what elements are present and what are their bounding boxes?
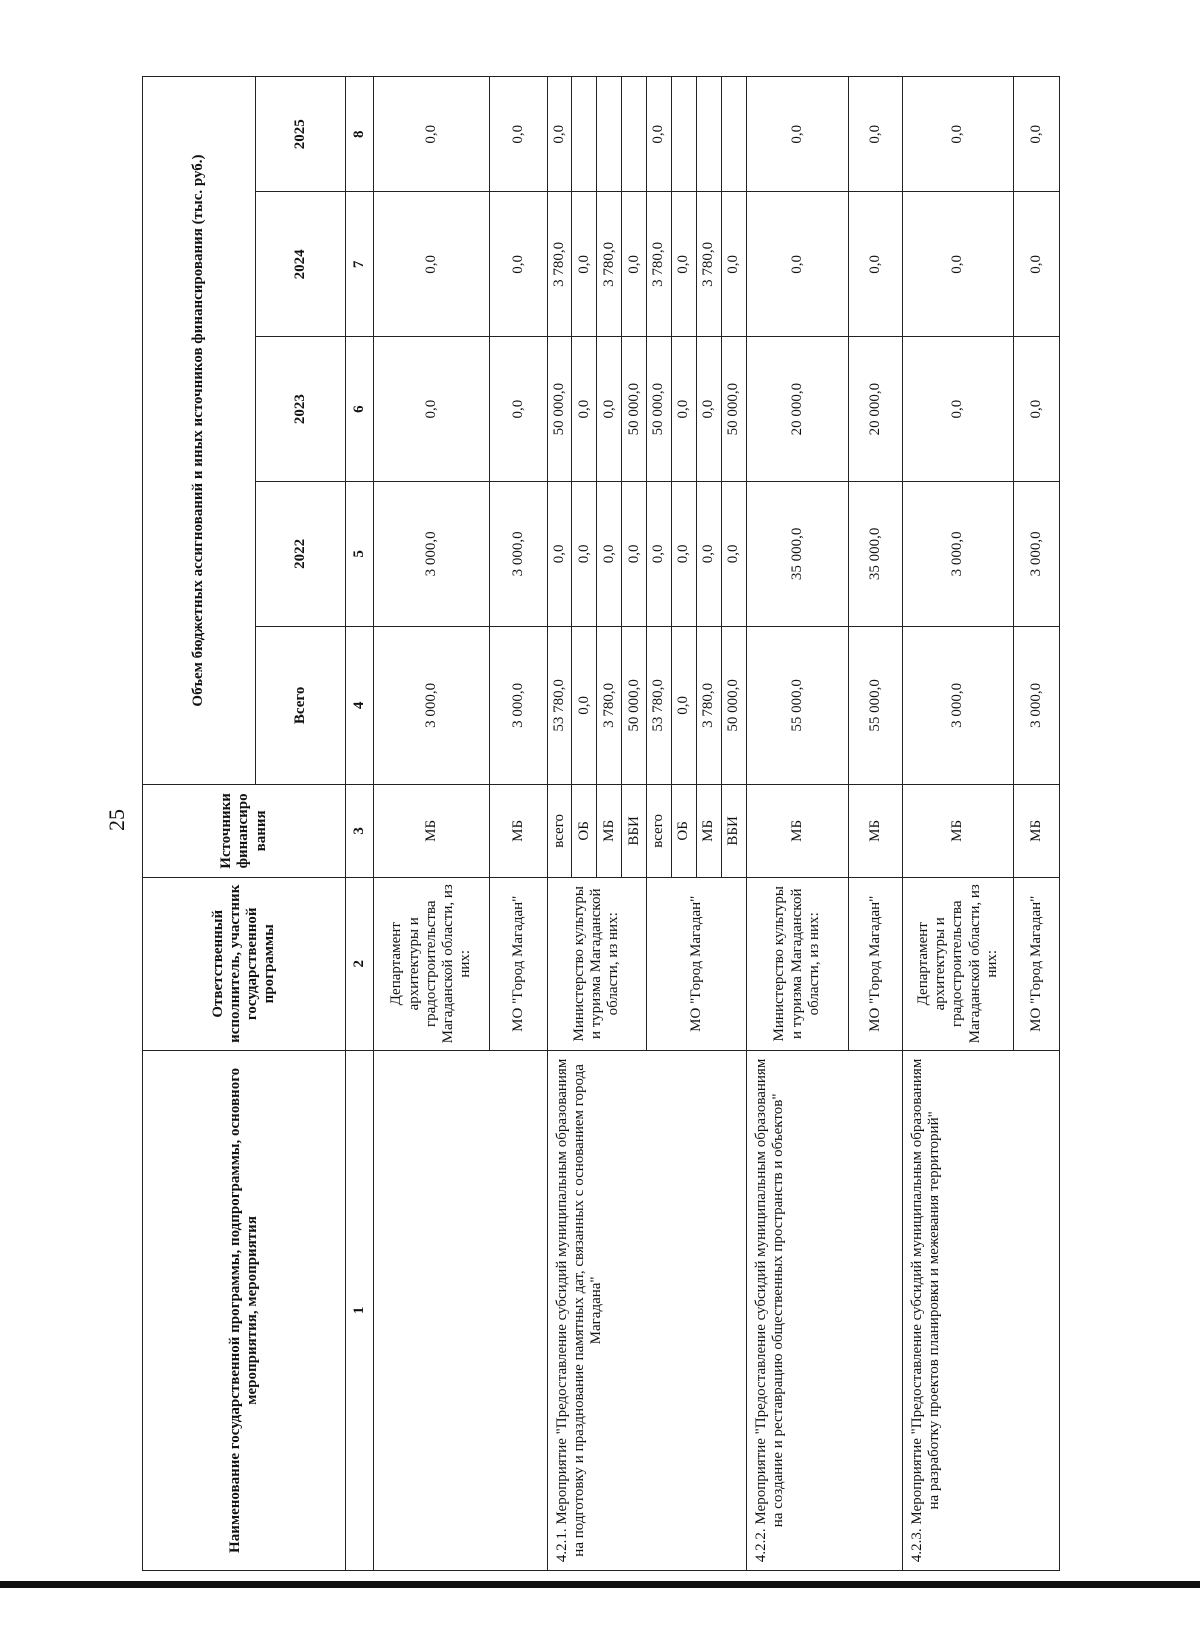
rotated-table-container xyxy=(142,76,1060,1571)
col-number: 3 xyxy=(346,785,374,878)
row-value: 0,0 xyxy=(572,481,597,626)
row-value: 50 000,0 xyxy=(622,626,647,784)
row-source: МБ xyxy=(1014,785,1060,878)
row-value: 50 000,0 xyxy=(721,337,746,482)
header-executor: Ответственный исполнитель, участник государственной программы xyxy=(143,877,346,1050)
row-value xyxy=(622,77,647,192)
row-value: 53 780,0 xyxy=(647,626,672,784)
col-number: 6 xyxy=(346,337,374,482)
row-value: 0,0 xyxy=(672,337,697,482)
row-value: 3 000,0 xyxy=(490,626,547,784)
row-value: 3 000,0 xyxy=(1014,626,1060,784)
row-value: 35 000,0 xyxy=(746,481,848,626)
row-value: 0,0 xyxy=(597,481,622,626)
row-value: 3 780,0 xyxy=(696,626,721,784)
row-executor: Министерство культуры и туризма Магаданской области, из них: xyxy=(547,877,647,1050)
row-value: 0,0 xyxy=(572,192,597,337)
row-value: 3 780,0 xyxy=(547,192,572,337)
row-source: МБ xyxy=(490,785,547,878)
row-value: 55 000,0 xyxy=(848,626,902,784)
row-value: 0,0 xyxy=(490,337,547,482)
row-source: ВБИ xyxy=(622,785,647,878)
row-value: 0,0 xyxy=(572,337,597,482)
row-value: 0,0 xyxy=(848,192,902,337)
row-value: 0,0 xyxy=(672,192,697,337)
row-name: 4.2.2. Мероприятие "Предоставление субсидий муниципальным образованиям на создание и реставрацию общественных пространств и объектов" xyxy=(746,1050,902,1570)
row-value: 0,0 xyxy=(746,77,848,192)
col-number: 7 xyxy=(346,192,374,337)
header-year-total: Всего xyxy=(256,626,346,784)
row-name xyxy=(374,1050,547,1570)
row-source: МБ xyxy=(374,785,490,878)
table-row xyxy=(902,77,1014,1571)
row-value xyxy=(721,77,746,192)
col-number: 2 xyxy=(346,877,374,1050)
row-value: 0,0 xyxy=(490,77,547,192)
header-source: Источники финансиро вания xyxy=(143,785,346,878)
row-value: 55 000,0 xyxy=(746,626,848,784)
row-value: 3 000,0 xyxy=(490,481,547,626)
row-value: 0,0 xyxy=(672,626,697,784)
row-value: 0,0 xyxy=(746,192,848,337)
row-value: 0,0 xyxy=(902,192,1014,337)
col-number: 8 xyxy=(346,77,374,192)
header-year-2023: 2023 xyxy=(256,337,346,482)
row-value: 0,0 xyxy=(647,481,672,626)
table-row xyxy=(374,77,490,1571)
row-source: МБ xyxy=(696,785,721,878)
row-value: 20 000,0 xyxy=(746,337,848,482)
table-row xyxy=(547,77,572,1571)
row-value: 0,0 xyxy=(721,192,746,337)
row-source: МБ xyxy=(848,785,902,878)
row-value: 3 780,0 xyxy=(647,192,672,337)
row-value: 50 000,0 xyxy=(547,337,572,482)
row-value: 3 780,0 xyxy=(597,626,622,784)
row-value: 3 000,0 xyxy=(1014,481,1060,626)
page-number: 25 xyxy=(104,809,129,831)
row-value: 53 780,0 xyxy=(547,626,572,784)
row-source: всего xyxy=(547,785,572,878)
row-value: 3 000,0 xyxy=(374,626,490,784)
row-executor: МО "Город Магадан" xyxy=(490,877,547,1050)
row-value: 0,0 xyxy=(672,481,697,626)
row-value: 0,0 xyxy=(547,77,572,192)
row-value: 0,0 xyxy=(374,192,490,337)
row-value: 0,0 xyxy=(902,337,1014,482)
header-volume: Объем бюджетных ассигнований и иных источников финансирования (тыс. руб.) xyxy=(143,77,256,785)
row-source: ОБ xyxy=(572,785,597,878)
row-value: 0,0 xyxy=(374,77,490,192)
row-value: 3 000,0 xyxy=(902,481,1014,626)
row-value: 3 000,0 xyxy=(902,626,1014,784)
row-value: 0,0 xyxy=(1014,337,1060,482)
row-source: ОБ xyxy=(672,785,697,878)
row-source: МБ xyxy=(902,785,1014,878)
row-value: 50 000,0 xyxy=(647,337,672,482)
row-value: 20 000,0 xyxy=(848,337,902,482)
row-source: МБ xyxy=(746,785,848,878)
row-value: 3 780,0 xyxy=(597,192,622,337)
row-source: МБ xyxy=(597,785,622,878)
col-number: 5 xyxy=(346,481,374,626)
row-executor: МО "Город Магадан" xyxy=(1014,877,1060,1050)
row-value: 0,0 xyxy=(848,77,902,192)
row-value: 0,0 xyxy=(696,337,721,482)
col-number: 4 xyxy=(346,626,374,784)
header-name: Наименование государственной программы, подпрограммы, основного мероприятия, мероприятия xyxy=(143,1050,346,1570)
row-source: всего xyxy=(647,785,672,878)
row-executor: Департамент архитектуры и градостроительства Магаданской области, из них: xyxy=(374,877,490,1050)
row-value: 3 780,0 xyxy=(696,192,721,337)
header-year-2022: 2022 xyxy=(256,481,346,626)
row-value xyxy=(672,77,697,192)
row-value: 0,0 xyxy=(547,481,572,626)
row-executor: МО "Город Магадан" xyxy=(848,877,902,1050)
row-executor: МО "Город Магадан" xyxy=(647,877,747,1050)
row-value: 50 000,0 xyxy=(622,337,647,482)
row-source: ВБИ xyxy=(721,785,746,878)
table-row xyxy=(746,77,848,1571)
row-value: 0,0 xyxy=(696,481,721,626)
row-value: 0,0 xyxy=(622,192,647,337)
row-value: 35 000,0 xyxy=(848,481,902,626)
row-value: 0,0 xyxy=(490,192,547,337)
row-value xyxy=(572,77,597,192)
col-number: 1 xyxy=(346,1050,374,1570)
financing-table xyxy=(142,76,1060,1571)
row-executor: Министерство культуры и туризма Магаданской области, из них: xyxy=(746,877,848,1050)
header-year-2025: 2025 xyxy=(256,77,346,192)
row-value xyxy=(597,77,622,192)
row-executor: Департамент архитектуры и градостроительства Магаданской области, из них: xyxy=(902,877,1014,1050)
row-name: 4.2.1. Мероприятие "Предоставление субсидий муниципальным образованиям на подготовку и празднование памятных дат, связанных с основанием города Магадана" xyxy=(547,1050,746,1570)
row-value: 0,0 xyxy=(902,77,1014,192)
row-value: 0,0 xyxy=(572,626,597,784)
row-name: 4.2.3. Мероприятие "Предоставление субсидий муниципальным образованиям на разработку проектов планировки и межевания территорий" xyxy=(902,1050,1059,1570)
row-value: 50 000,0 xyxy=(721,626,746,784)
page-bottom-rule xyxy=(0,1581,1200,1588)
row-value: 0,0 xyxy=(647,77,672,192)
row-value: 3 000,0 xyxy=(374,481,490,626)
row-value xyxy=(696,77,721,192)
column-numbers-row xyxy=(346,77,374,1571)
row-value: 0,0 xyxy=(622,481,647,626)
row-value: 0,0 xyxy=(1014,77,1060,192)
row-value: 0,0 xyxy=(721,481,746,626)
row-value: 0,0 xyxy=(1014,192,1060,337)
row-value: 0,0 xyxy=(374,337,490,482)
header-year-2024: 2024 xyxy=(256,192,346,337)
row-value: 0,0 xyxy=(597,337,622,482)
